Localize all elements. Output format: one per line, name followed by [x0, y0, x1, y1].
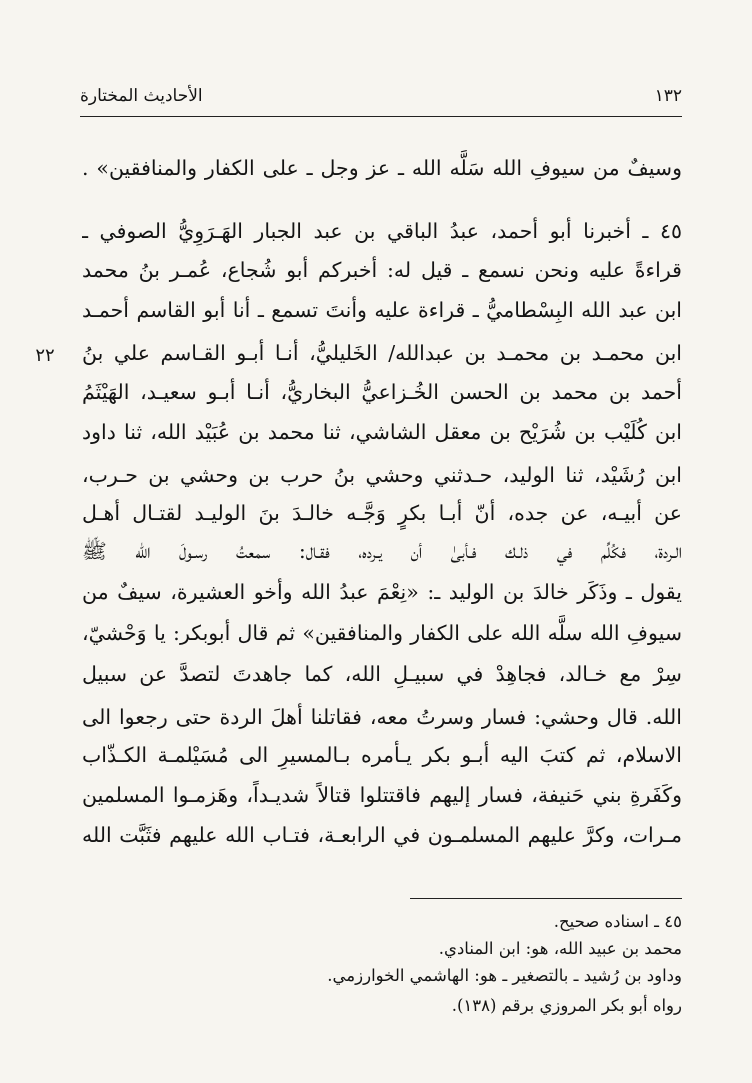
page-number: ١٣٢: [654, 86, 682, 106]
footnote-line: ٤٥ ـ اسناده صحيح.: [553, 912, 682, 931]
text-line: ابن كُلَيْب بن شُرَيْح بن معقل الشاشي، ثنا محمد بن عُبَيْد الله، ثنا داود: [82, 420, 682, 444]
text-line: ٤٥ ـ أخبرنا أبو أحمد، عبدُ الباقي بن عبد الجبار الهَـرَوِيُّ الصوفي ـ: [82, 219, 682, 243]
header-rule: [80, 116, 682, 117]
page-header: [80, 82, 682, 110]
text-line: الله. قال وحشي: فسار وسرتُ معه، فقاتلنا أهلَ الردة حتى رجعوا الى: [82, 705, 682, 729]
text-line: يقول ـ وذَكَر خالدَ بن الوليد ـ: «نِعْمَ عبدُ الله وأخو العشيرة، سيفٌ من: [82, 580, 682, 604]
footnote-line: وداود بن رُشيد ـ بالتصغير ـ هو: الهاشمي الخوارزمي.: [327, 966, 682, 985]
text-line: وكَفَرةِ بني حَنيفة، فسار إليهم فاقتتلوا قتالاً شديـداً، وهَزمـوا المسلمين: [82, 783, 682, 807]
text-line: سِرْ مع خـالد، فجاهِدْ في سبيـلِ الله، كما جاهدتَ لتصدَّ عن سبيل: [82, 662, 682, 686]
text-line: ابن رُشَيْد، ثنا الوليد، حـدثني وحشي بنُ حرب بن وحشي بن حـرب،: [82, 463, 682, 487]
text-line: سيوفِ الله سلَّه الله على الكفار والمنافقين» ثم قال أبوبكر: يا وَحْشيّ،: [82, 621, 682, 645]
text-line: مـرات، وكرَّ عليهم المسلمـون في الرابعـة، فتـاب الله عليهم فثَبَّت الله: [82, 823, 682, 847]
text-line: الـردة، فكُلِّم في ذلـك فـأبىٰ أن يـرده، فقـال: سمعتُ رسـولَ الله ﷺ: [82, 539, 682, 563]
text-line: قراءةً عليه ونحن نسمع ـ قيل له: أخبركم أبو شُجاع، عُمـر بنُ محمد: [82, 258, 682, 282]
text-line: ابن عبد الله البِسْطاميُّ ـ قراءة عليه وأنتَ تسمع ـ أنا أبو القاسم أحمـد: [82, 298, 682, 322]
running-title: الأحاديث المختارة: [80, 86, 203, 106]
text-line: ابن محمـد بن محمـد بن عبدالله/ الخَليليُّ، أنـا أبـو القـاسم علي بنُ: [82, 341, 682, 365]
text-line: أحمد بن محمد بن الحسن الخُـزاعيُّ البخاريُّ، أنـا أبـو سعيـد، الهَيْثَمُ: [82, 380, 682, 404]
text-line: الاسلام، ثم كتبَ اليه أبـو بكر يـأمره بـالمسيرِ الى مُسَيْلمـة الكـذّاب: [82, 743, 682, 767]
footnote-line: محمد بن عبيد الله، هو: ابن المنادي.: [438, 939, 682, 958]
text-line: وسيفٌ من سيوفِ الله سَلَّه الله ـ عز وجل ـ على الكفار والمنافقين» .: [82, 156, 682, 180]
margin-page-reference: ٢٢: [35, 345, 55, 366]
text-line: عن أبيـه، عن جده، أنّ أبـا بكرٍ وَجَّـه خالـدَ بنَ الوليـد لقتـال أهـل: [82, 501, 682, 525]
footnote-line: رواه أبو بكر المروزي برقم (١٣٨).: [451, 996, 682, 1015]
footnote-separator: [410, 898, 682, 899]
